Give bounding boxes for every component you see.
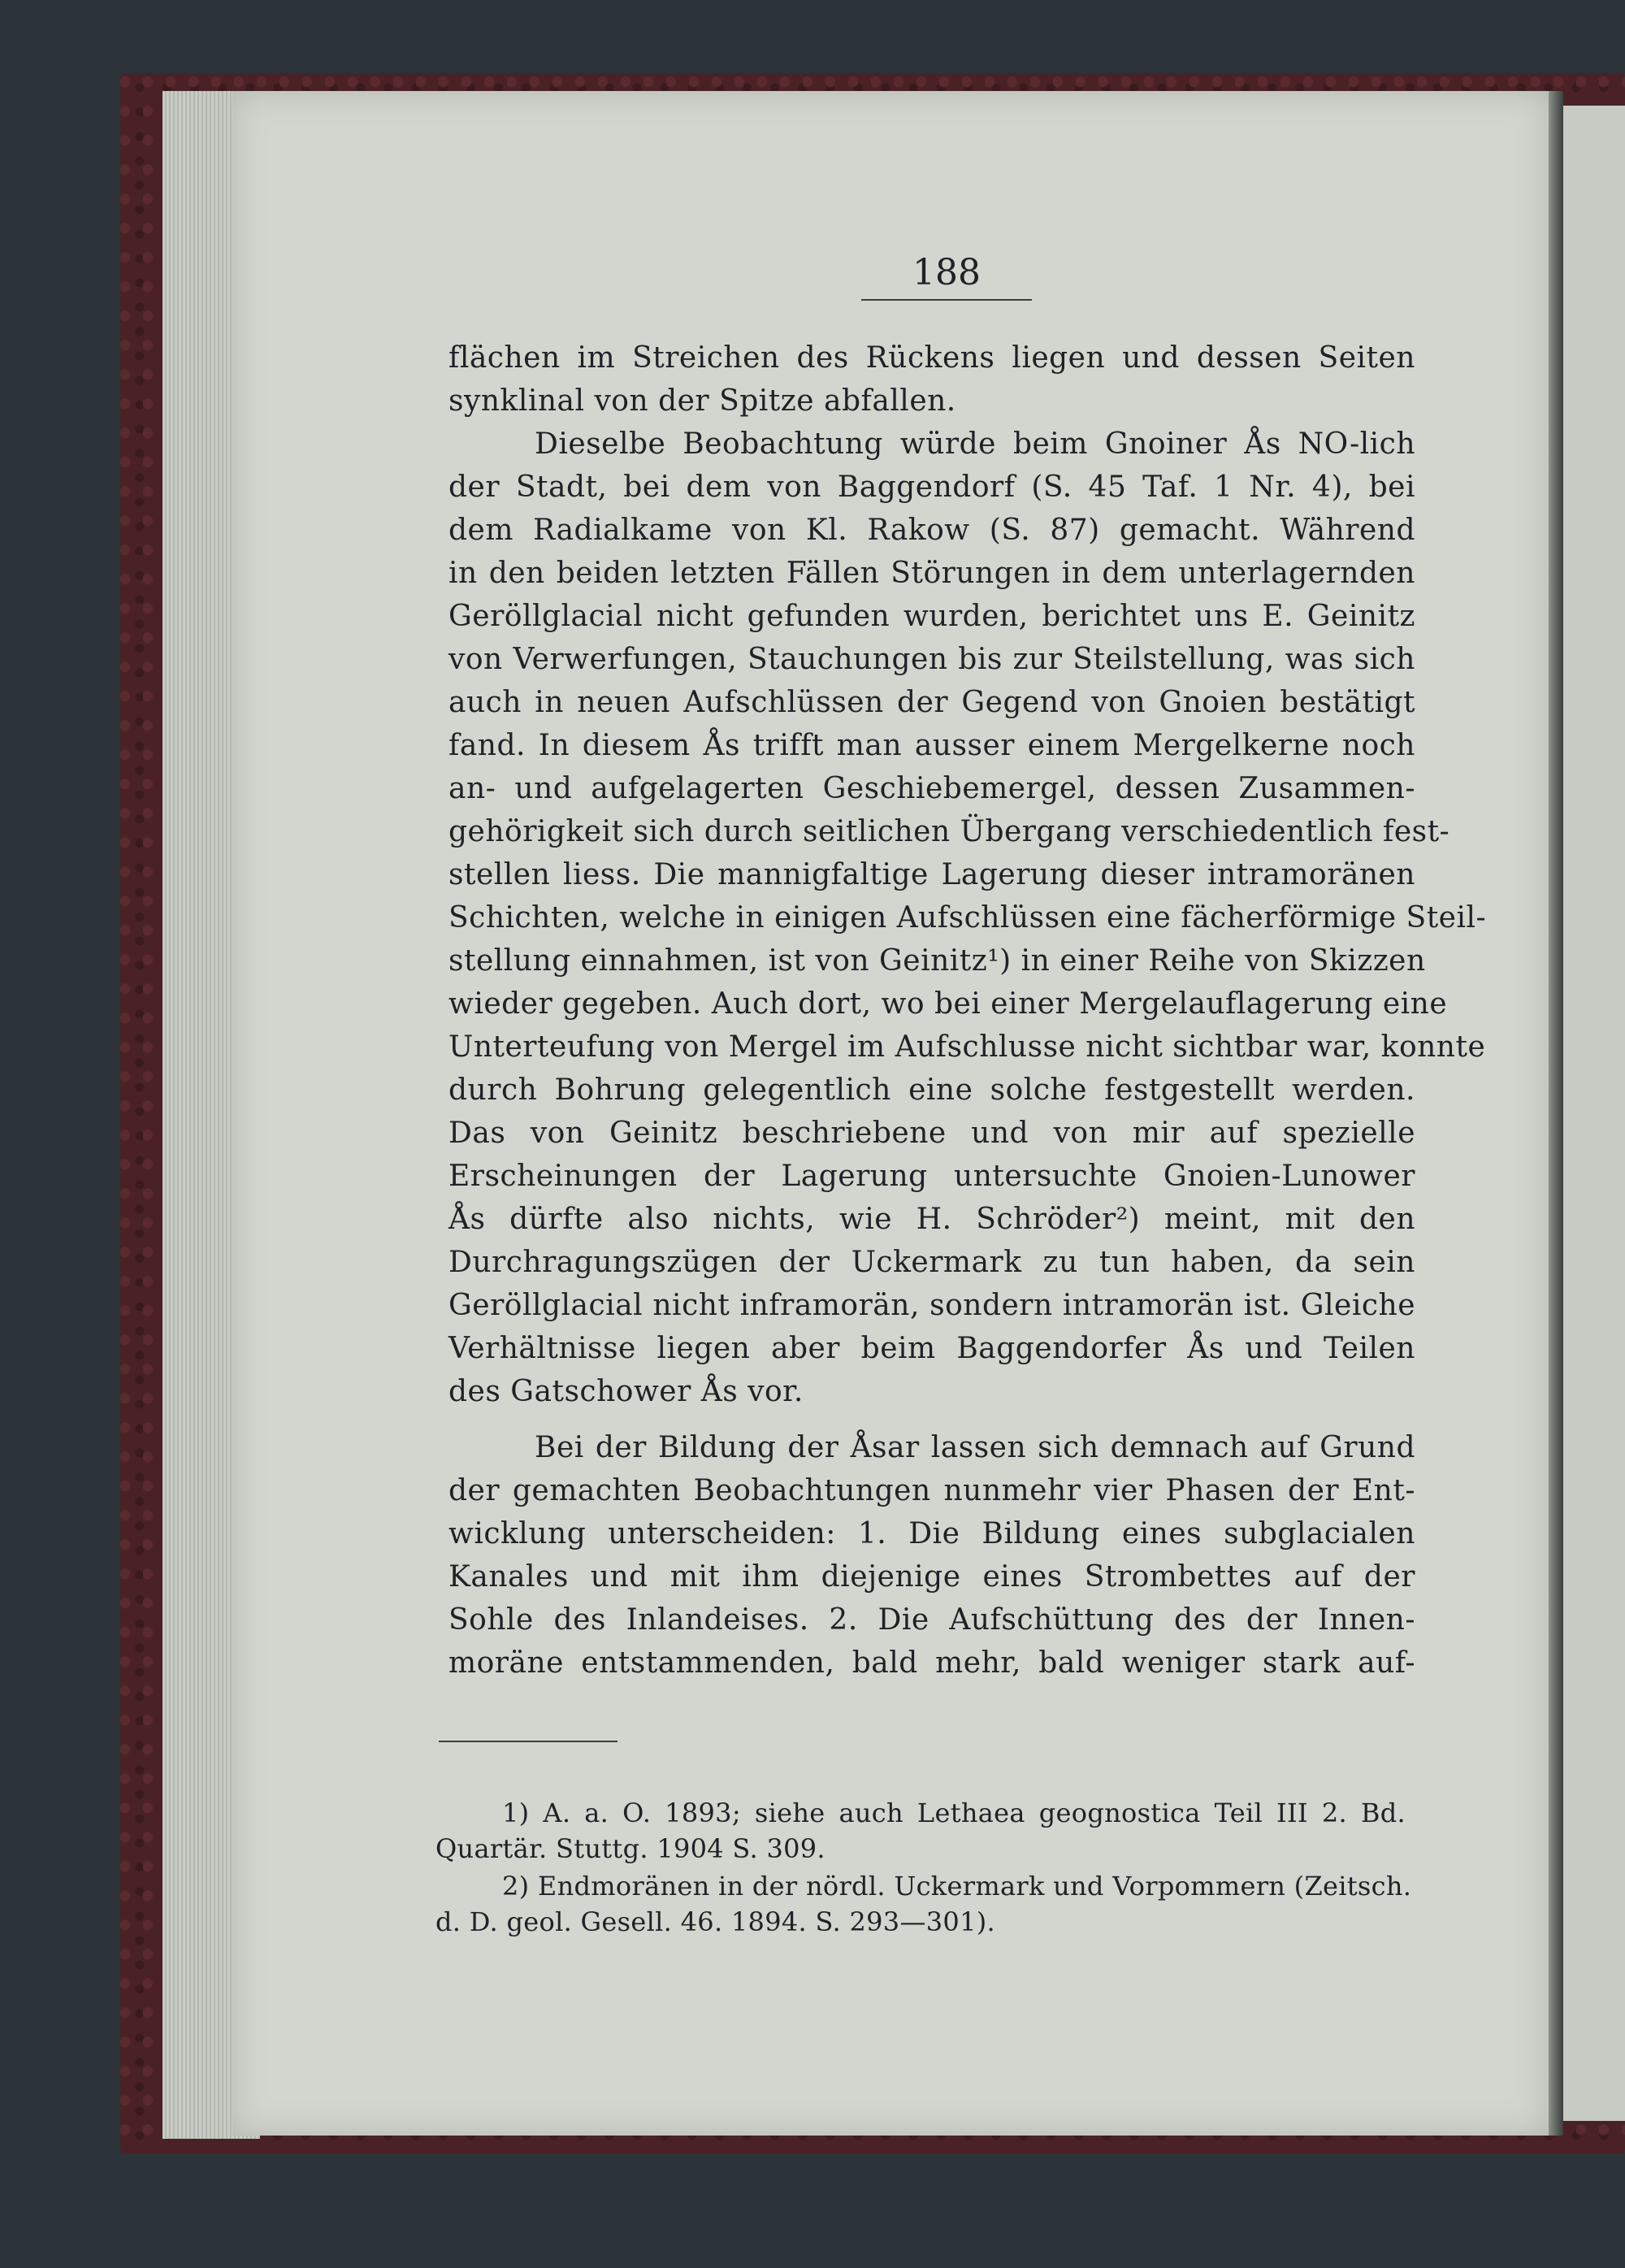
body-line: stellen liess. Die mannigfaltige Lagerung dieser intramoränen <box>448 858 1415 891</box>
body-line: Dieselbe Beobachtung würde beim Gnoiner Ås NO-lich <box>535 427 1415 461</box>
body-line: fand. In diesem Ås trifft man ausser einem Mergelkerne noch <box>448 729 1415 762</box>
body-line: Das von Geinitz beschriebene und von mir auf spezielle <box>448 1117 1415 1150</box>
body-line: Kanales und mit ihm diejenige eines Strombettes auf der <box>448 1560 1415 1594</box>
body-line: wicklung unterscheiden: 1. Die Bildung eines subglacialen <box>448 1517 1415 1550</box>
body-line: auch in neuen Aufschlüssen der Gegend von Gnoien bestätigt <box>448 686 1415 719</box>
page-number: 188 <box>912 252 981 293</box>
footnote-line: d. D. geol. Gesell. 46. 1894. S. 293—301). <box>436 1906 996 1937</box>
body-line: Erscheinungen der Lagerung untersuchte Gnoien-Lunower <box>448 1160 1415 1193</box>
body-line: durch Bohrung gelegentlich eine solche festgestellt werden. <box>448 1073 1415 1107</box>
body-line: gehörigkeit sich durch seitlichen Übergang verschiedentlich fest- <box>448 815 1450 848</box>
body-line: Unterteufung von Mergel im Aufschlusse nicht sichtbar war, konnte <box>448 1030 1486 1064</box>
body-line: Ås dürfte also nichts, wie H. Schröder²) meint, mit den <box>448 1203 1415 1236</box>
body-line: Verhältnisse liegen aber beim Baggendorfer Ås und Teilen <box>448 1332 1415 1365</box>
footnote-line: 2) Endmoränen in der nördl. Uckermark und Vorpommern (Zeitsch. <box>502 1871 1412 1902</box>
body-line: Durchragungszügen der Uckermark zu tun haben, da sein <box>448 1246 1415 1279</box>
footnote-rule <box>439 1741 618 1742</box>
body-line: Geröllglacial nicht inframorän, sondern intramorän ist. Gleiche <box>448 1289 1415 1322</box>
facing-page-edge <box>1563 106 1625 2121</box>
body-line: stellung einnahmen, ist von Geinitz¹) in einer Reihe von Skizzen <box>448 944 1426 978</box>
body-line: wieder gegeben. Auch dort, wo bei einer Mergelauflagerung eine <box>448 987 1448 1021</box>
header-rule <box>861 299 1032 301</box>
body-line: des Gatschower Ås vor. <box>448 1375 804 1408</box>
body-line: moräne entstammenden, bald mehr, bald weniger stark auf- <box>448 1646 1415 1680</box>
footnote-line: 1) A. a. O. 1893; siehe auch Lethaea geognostica Teil III 2. Bd. <box>502 1797 1406 1828</box>
body-line: Geröllglacial nicht gefunden wurden, berichtet uns E. Geinitz <box>448 600 1415 633</box>
book-gutter <box>1549 91 1563 2136</box>
body-line: dem Radialkame von Kl. Rakow (S. 87) gemacht. Während <box>448 514 1415 547</box>
body-line: Bei der Bildung der Åsar lassen sich demnach auf Grund <box>535 1431 1415 1464</box>
body-line: Schichten, welche in einigen Aufschlüssen eine fächerförmige Steil- <box>448 901 1487 935</box>
body-line: flächen im Streichen des Rückens liegen und dessen Seiten <box>448 341 1415 375</box>
footnote-line: Quartär. Stuttg. 1904 S. 309. <box>436 1833 826 1864</box>
body-line: der gemachten Beobachtungen nunmehr vier Phasen der Ent- <box>448 1474 1415 1507</box>
body-line: in den beiden letzten Fällen Störungen in dem unterlagernden <box>448 557 1415 590</box>
body-line: an- und aufgelagerten Geschiebemergel, dessen Zusammen- <box>448 772 1415 805</box>
body-line: Sohle des Inlandeises. 2. Die Aufschüttung des der Innen- <box>448 1603 1415 1637</box>
body-line: der Stadt, bei dem von Baggendorf (S. 45 Taf. 1 Nr. 4), bei <box>448 471 1415 504</box>
body-line: von Verwerfungen, Stauchungen bis zur Steilstellung, was sich <box>448 643 1415 676</box>
body-line: synklinal von der Spitze abfallen. <box>448 384 956 418</box>
